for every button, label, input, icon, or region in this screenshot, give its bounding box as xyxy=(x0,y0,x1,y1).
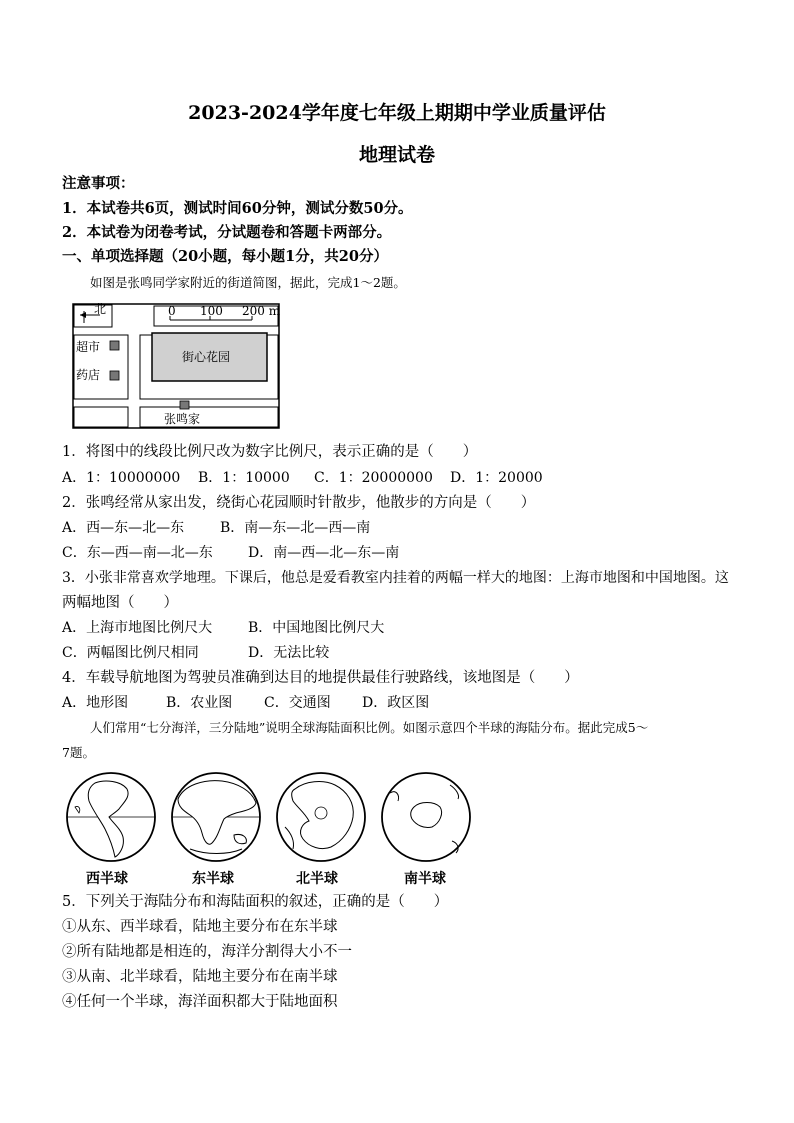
globe-east xyxy=(172,773,260,861)
hemispheres-figure xyxy=(60,768,480,868)
q3-option-c[interactable]: C．两幅图比例尺相同 xyxy=(62,645,199,661)
globe-west-label: 西半球 xyxy=(86,871,128,887)
q5-statement-4: ④任何一个半球，海洋面积都大于陆地面积 xyxy=(62,994,338,1010)
pharmacy-marker xyxy=(110,371,119,380)
notice-item-1: 1．本试卷共6页，测试时间60分钟，测试分数50分。 xyxy=(62,200,413,217)
globe-south-label: 南半球 xyxy=(404,871,446,887)
q2-option-d[interactable]: D．南—西—北—东—南 xyxy=(248,545,400,561)
intro-hemispheres-line1: 人们常用“七分海洋，三分陆地”说明全球海陆面积比例。如图示意四个半球的海陆分布。据此完成5～ xyxy=(90,720,649,735)
q4-option-b[interactable]: B．农业图 xyxy=(166,695,233,711)
scale-zero: 0 xyxy=(168,304,176,318)
q1-option-b[interactable]: B．1：10000 xyxy=(198,470,290,486)
home-marker xyxy=(180,401,189,409)
intro-hemispheres-line2: 7题。 xyxy=(62,745,95,760)
intro-street-map: 如图是张鸣同学家附近的街道简图，据此，完成1～2题。 xyxy=(90,275,406,290)
q3-stem-line2: 两幅地图（ ） xyxy=(62,595,178,611)
q5-statement-1: ①从东、西半球看，陆地主要分布在东半球 xyxy=(62,919,338,935)
q5-statement-2: ②所有陆地都是相连的，海洋分割得大小不一 xyxy=(62,944,352,960)
q1-stem: 1．将图中的线段比例尺改为数字比例尺，表示正确的是（ ） xyxy=(62,444,478,460)
q1-option-d[interactable]: D．1：20000 xyxy=(450,470,543,486)
street-map-svg xyxy=(72,303,280,429)
q2-option-b[interactable]: B．南—东—北—西—南 xyxy=(220,520,371,536)
north-label: 北 xyxy=(94,303,107,316)
home-label: 张鸣家 xyxy=(164,412,201,426)
street-map-figure xyxy=(72,303,280,429)
globe-east-label: 东半球 xyxy=(192,871,234,887)
park-label: 街心花园 xyxy=(182,350,231,364)
section-heading: 一、单项选择题（20小题，每小题1分，共20分） xyxy=(62,248,388,265)
exam-title: 2023-2024学年度七年级上期期中学业质量评估 xyxy=(188,102,606,124)
supermarket-marker xyxy=(110,341,119,350)
q4-option-c[interactable]: C．交通图 xyxy=(264,695,331,711)
q4-option-d[interactable]: D．政区图 xyxy=(362,695,430,711)
globe-north-label: 北半球 xyxy=(296,871,338,887)
globe-west xyxy=(67,773,155,861)
q2-option-a[interactable]: A．西—东—北—东 xyxy=(62,520,185,536)
globe-south xyxy=(382,773,470,861)
q3-option-a[interactable]: A．上海市地图比例尺大 xyxy=(62,620,213,636)
q3-stem-line1: 3．小张非常喜欢学地理。下课后，他总是爱看教室内挂着的两幅一样大的地图：上海市地图和中国地图。这 xyxy=(62,570,729,586)
q4-stem: 4．车载导航地图为驾驶员准确到达目的地提供最佳行驶路线，该地图是（ ） xyxy=(62,670,579,686)
q5-statement-3: ③从南、北半球看，陆地主要分布在南半球 xyxy=(62,969,338,985)
q1-option-a[interactable]: A．1：10000000 xyxy=(62,470,181,486)
q2-stem: 2．张鸣经常从家出发，绕街心花园顺时针散步，他散步的方向是（ ） xyxy=(62,495,536,511)
pharmacy-label: 药店 xyxy=(76,368,101,382)
scale-200: 200 m xyxy=(242,304,280,318)
q1-option-c[interactable]: C．1：20000000 xyxy=(314,470,433,486)
q3-option-d[interactable]: D．无法比较 xyxy=(248,645,330,661)
scale-100: 100 xyxy=(200,304,223,318)
globe-north xyxy=(277,773,365,861)
exam-subject: 地理试卷 xyxy=(358,144,435,166)
q2-option-c[interactable]: C．东—西—南—北—东 xyxy=(62,545,213,561)
notice-heading: 注意事项： xyxy=(62,175,135,192)
supermarket-label: 超市 xyxy=(76,340,101,354)
notice-item-2: 2．本试卷为闭卷考试，分试题卷和答题卡两部分。 xyxy=(62,224,392,241)
q4-option-a[interactable]: A．地形图 xyxy=(62,695,129,711)
q5-stem: 5．下列关于海陆分布和海陆面积的叙述，正确的是（ ） xyxy=(62,894,449,910)
q3-option-b[interactable]: B．中国地图比例尺大 xyxy=(248,620,385,636)
